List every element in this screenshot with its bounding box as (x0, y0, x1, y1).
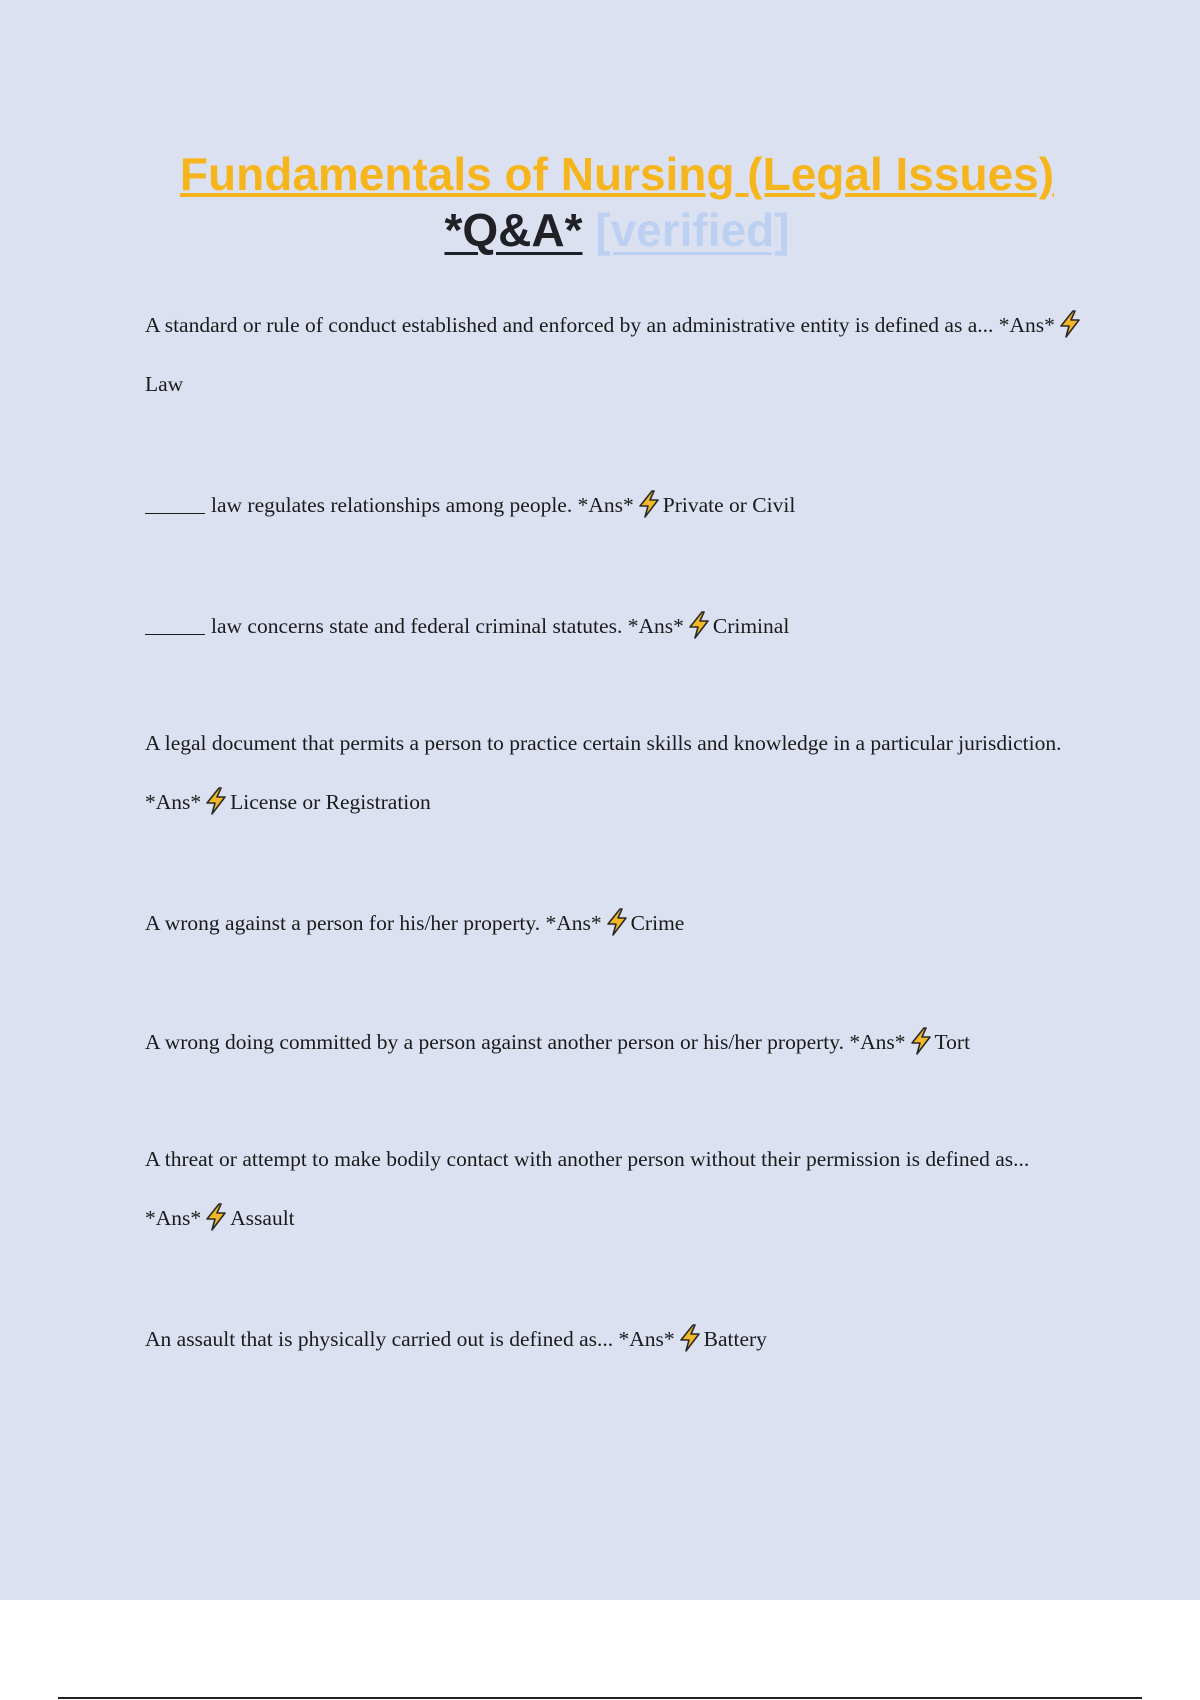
verified-label: [verified] (595, 204, 790, 256)
lightning-bolt-icon (201, 1206, 230, 1230)
question-text: law concerns state and federal criminal statutes. (211, 614, 623, 638)
question-text: A threat or attempt to make bodily contact with another person without their permission is defined as... (145, 1147, 1030, 1171)
lightning-bolt-icon (906, 1030, 935, 1054)
qa-item (145, 296, 1085, 414)
answer-text: Battery (703, 1327, 767, 1351)
lightning-bolt-icon (684, 614, 713, 638)
lightning-bolt-icon (675, 1327, 704, 1351)
fill-in-blank (145, 614, 205, 635)
footer-divider (58, 1697, 1142, 1699)
answer-marker: *Ans* (545, 911, 602, 935)
lightning-bolt-icon (1055, 313, 1084, 337)
answer-marker: *Ans* (998, 313, 1055, 337)
lightning-bolt-icon (634, 493, 663, 517)
qa-item (145, 714, 1085, 832)
answer-marker: *Ans* (849, 1030, 906, 1054)
question-text: A standard or rule of conduct established and enforced by an administrative entity is defined as a... (145, 313, 994, 337)
answer-marker: *Ans* (627, 614, 684, 638)
qa-item (145, 894, 1085, 953)
answer-marker: *Ans* (145, 790, 202, 814)
answer-text: Private or Civil (662, 493, 796, 517)
qa-item (145, 1310, 1085, 1369)
qa-label: *Q&A* (444, 204, 583, 256)
qa-item (145, 1013, 1085, 1072)
answer-text: Assault (230, 1206, 295, 1230)
document-subtitle (0, 202, 1200, 258)
answer-text: Tort (934, 1030, 971, 1054)
answer-marker: *Ans* (145, 1206, 202, 1230)
lightning-bolt-icon (602, 911, 631, 935)
qa-item (145, 597, 1085, 656)
answer-marker: *Ans* (577, 493, 634, 517)
answer-text: Crime (630, 911, 685, 935)
question-text: A wrong doing committed by a person against another person or his/her property. (145, 1030, 844, 1054)
question-text: A wrong against a person for his/her property. (145, 911, 541, 935)
answer-text: Criminal (712, 614, 790, 638)
qa-item (145, 476, 1085, 535)
question-text: An assault that is physically carried out is defined as... (145, 1327, 614, 1351)
qa-item (145, 1130, 1085, 1248)
answer-text: License or Registration (230, 790, 431, 814)
question-text: A legal document that permits a person to practice certain skills and knowledge in a particular jurisdiction. (145, 731, 1062, 755)
lightning-bolt-icon (201, 790, 230, 814)
fill-in-blank (145, 493, 205, 514)
answer-text: Law (145, 372, 184, 396)
document-title: Fundamentals of Nursing (Legal Issues) (179, 148, 1055, 200)
question-text: law regulates relationships among people. (211, 493, 573, 517)
answer-marker: *Ans* (618, 1327, 675, 1351)
